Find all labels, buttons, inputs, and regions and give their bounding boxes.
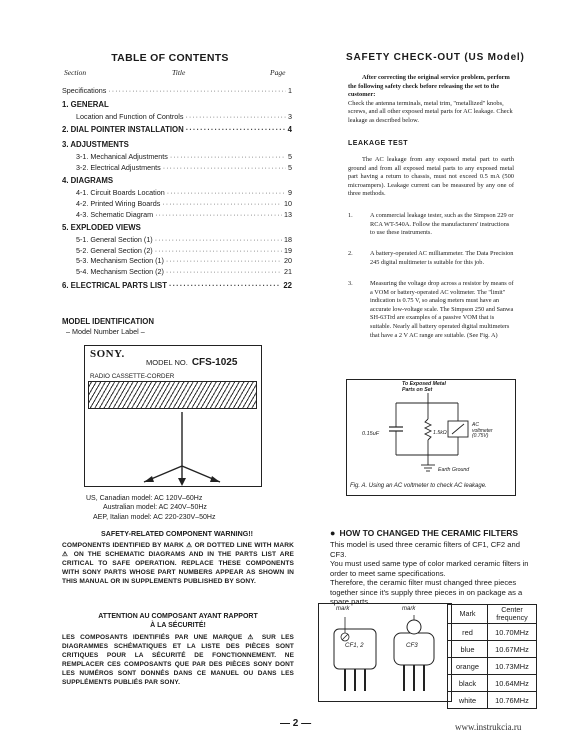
toc-row [62,246,292,257]
table-head-mark: Mark [448,605,488,624]
toc-row [62,256,292,267]
fig-a-top-label-2: Parts on Set [402,387,433,393]
leakage-step-3 [348,280,514,340]
toc-row [62,163,292,174]
model-note-us: US, Canadian model: AC 120V–60Hz [86,495,203,502]
model-voltage-notes [86,494,276,522]
toc-row-page: 10 [284,198,292,208]
toc-row-page: 9 [288,188,292,198]
table-row [448,692,537,709]
warning-body: COMPONENTS IDENTIFIED BY MARK ⚠ OR DOTTED LINE WITH MARK ⚠ ON THE SCHEMATIC DIAGRAMS AND IN THE PARTS LIST ARE CRITICAL TO SAFE OPERATION. REPLACE THESE COMPONENTS WITH SONY PARTS WHOSE PART NUMBERS APPEAR AS SHOWN IN THIS MANUAL OR IN SUPPLEMENTS PUBLISHED BY SONY. [62,542,294,586]
toc-row [62,112,292,123]
bullet-icon: ● [330,528,336,538]
toc-row [62,86,292,97]
ceramic-fig-cf12: CF1, 2 [345,642,364,649]
table-row [448,658,537,675]
toc-row-page: 3 [288,111,292,121]
ceramic-body [330,540,530,607]
toc-row [62,188,292,199]
table-cell-frequency: 10.73MHz [488,658,537,675]
toc-head-title: Title [172,68,186,77]
toc-leader-dots [169,281,281,290]
leakage-step-1 [348,212,514,238]
table-cell-frequency: 10.76MHz [488,692,537,709]
table-cell-mark: blue [448,641,488,658]
toc-row-page: 1 [288,86,292,95]
toc-row-page: 4 [287,125,292,135]
toc-row-page: 13 [284,209,292,219]
fig-a-meter-label-1: AC [472,422,479,428]
fig-a-meter-label [472,423,493,440]
toc-row-label: Location and Function of Controls [76,111,184,121]
table-cell-frequency: 10.70MHz [488,624,537,641]
leakage-title: LEAKAGE TEST [348,140,409,147]
step-number: 2. [348,250,353,257]
table-cell-mark: white [448,692,488,709]
toc-leader-dots [155,246,282,255]
toc-row-page: 19 [284,245,292,255]
fig-a-ground-label: Earth Ground [438,467,470,473]
step-text: A battery-operated AC milliammeter. The Data Precision 245 digital multimeter is suitable for this job. [370,250,514,266]
warning-fr-body: LES COMPOSANTS IDENTIFIÉS PAR UNE MARQUE ⚠ SUR LES DIAGRAMMES SCHÉMATIQUES ET LA LISTE DES PIÈCES SONT CRITIQUES POUR LA SÉCURITÉ DE FONCTIONNEMENT. NE REMPLACER CES COMPOSANTS QUE PAR DES PIÈCES SONY DONT LES NUMÉROS SONT DONNÉS DANS CE MANUEL OU DANS LES SUPPLÉMENTS PUBLIÉS PAR SONY. [62,634,294,687]
table-cell-frequency: 10.64MHz [488,675,537,692]
step-text: A commercial leakage tester, such as the Simpson 229 or RCA WT-540A. Follow the manufacturers' instructions to use these instruments. [370,212,514,237]
ceramic-line-1: This model is used three ceramic filters of CF1, CF2 and CF3. [330,540,520,559]
toc-row-label: 5-3. Mechanism Section (1) [76,256,164,266]
toc-row-label: 4-3. Schematic Diagram [76,209,154,219]
safety-intro-bold: After correcting the original service problem, perform the following safety check before releasing the set to the customer: [348,74,510,99]
fig-a-cap-label: 0.15uF [362,431,380,437]
model-no-label: MODEL NO. [146,358,188,367]
ceramic-fig-mark-2: mark [402,606,416,612]
label-hatch-area [88,381,257,409]
safety-title: SAFETY CHECK-OUT (US Model) [346,52,525,63]
table-row [448,675,537,692]
table-cell-mark: black [448,675,488,692]
fig-a-meter-label-2: voltmeter [472,427,493,434]
toc-head-section: Section [64,68,87,77]
toc-leader-dots [170,152,286,161]
toc-row-label: 5-2. General Section (2) [76,245,153,255]
toc-leader-dots [162,199,282,208]
table-row [448,641,537,658]
step-text: Measuring the voltage drop across a resistor by means of a VOM or battery-operated AC voltmeter. The "limit" indication is 0.75 V, so analog meters must have an accurate low-voltage scale. The Simpson 250 and Sanwa SH-63Trd are examples of a passive VOM that is suitable. Nearly all battery operated digital multimeters that have a 2 V AC range are suitable. (See Fig. A) [370,280,514,339]
ceramic-frequency-table [447,604,537,709]
toc-leader-dots [186,125,286,134]
fig-a-top-label-1: To Exposed Metal [402,381,446,387]
product-line: RADIO CASSETTE-CORDER [90,373,175,380]
toc-row-label: 4-1. Circuit Boards Location [76,188,165,198]
warning-fr-title [62,612,294,631]
sony-logo: SONY. [90,348,125,360]
toc-row [62,281,292,293]
model-number-line [146,357,237,368]
page-number: — 2 — [280,718,312,729]
ceramic-line-3: Therefore, the ceramic filter must changed three pieces together since it's supply three pieces in on package as a spare parts. [330,578,523,606]
toc-row-label: 2. DIAL POINTER INSTALLATION [62,125,184,135]
toc-row-label: 1. GENERAL [62,99,109,109]
toc-title: TABLE OF CONTENTS [111,52,229,64]
toc-row [62,152,292,163]
fig-a-res-label: 1.5kΩ [433,430,447,436]
toc-row-label: 6. ELECTRICAL PARTS LIST [62,280,167,290]
warning-fr-title-line1: ATTENTION AU COMPOSANT AYANT RAPPORT [98,613,258,620]
fig-a-caption: Fig. A. Using an AC voltmeter to check AC leakage. [350,483,487,489]
toc-leader-dots [163,163,286,172]
warning-fr-title-line2: À LA SÉCURITÉ! [150,622,206,630]
toc-row-label: 5. EXPLODED VIEWS [62,223,141,233]
step-number: 3. [348,280,353,287]
table-head-frequency: Center frequency [488,605,537,624]
ceramic-title [330,528,518,538]
ceramic-title-text: HOW TO CHANGED THE CERAMIC FILTERS [339,528,519,538]
toc-row [62,140,292,152]
leakage-step-2 [348,250,514,267]
toc-leader-dots [155,235,282,244]
table-header-row [448,605,537,624]
toc-row [62,267,292,278]
toc-leader-dots [185,112,286,121]
toc-row-label: 4-2. Printed Wiring Boards [76,198,161,208]
model-note-au: Australian model: AC 240V–50Hz [103,504,207,512]
toc-head-page: Page [270,68,286,77]
ceramic-fig-cf3: CF3 [406,642,418,649]
warning-title: SAFETY-RELATED COMPONENT WARNING!! [101,530,253,538]
table-cell-mark: orange [448,658,488,675]
toc-row-label: 3. ADJUSTMENTS [62,140,129,150]
toc-row [62,100,292,112]
toc-row-page: 5 [288,152,292,162]
toc-leader-dots [166,256,282,265]
table-cell-mark: red [448,624,488,641]
toc-row-label: 5-4. Mechanism Section (2) [76,266,164,276]
table-row [448,624,537,641]
ceramic-filter-drawing [318,603,450,700]
label-arrows [84,410,262,486]
toc-row-label: 3-1. Mechanical Adjustments [76,152,168,162]
toc-row [62,235,292,246]
ceramic-line-2: You must used same type of color marked ceramic filters in order to meet same specifications. [330,559,529,578]
toc-row-label: Specifications [62,86,107,95]
toc-row-page: 18 [284,235,292,245]
table-cell-frequency: 10.67MHz [488,641,537,658]
toc-leader-dots [108,86,286,95]
toc-row-label: 5-1. General Section (1) [76,235,153,245]
toc-row [62,223,292,235]
model-note-aep: AEP, Italian model: AC 220-230V–50Hz [93,513,216,521]
toc-leader-dots [155,210,282,219]
toc-row-page: 22 [283,280,292,290]
toc-row [62,176,292,188]
toc-leader-dots [167,188,286,197]
step-number: 1. [348,212,353,219]
toc-row-page: 5 [288,162,292,172]
model-number: CFS-1025 [191,357,238,368]
safety-intro-text: Check the antenna terminals, metal trim, "metallized" knobs, screws, and all other exposed metal parts for AC leakage. Check leakage as described below. [348,99,513,124]
toc-row [62,199,292,210]
model-id-subtitle: – Model Number Label – [66,327,145,336]
model-id-title: MODEL IDENTIFICATION [62,317,154,326]
toc-leader-dots [166,267,282,276]
toc-row-label: 3-2. Electrical Adjustments [76,162,161,172]
toc-row-page: 21 [284,266,292,276]
fig-a-meter-label-3: (0.75V) [472,433,489,440]
toc-list [62,86,292,293]
toc-row-label: 4. DIAGRAMS [62,176,114,186]
toc-row [62,210,292,221]
toc-row-page: 20 [284,256,292,266]
safety-intro [348,74,514,126]
ceramic-fig-mark-1: mark [336,606,350,612]
toc-row [62,125,292,137]
watermark: www.instrukcia.ru [455,722,522,732]
leakage-body: The AC leakage from any exposed metal part to earth ground and from all exposed metal parts to any exposed metal part having a return to chassis, must not exceed 0.5 mA (500 microampers). Leakage current can be measured by any one of three methods. [348,156,514,198]
